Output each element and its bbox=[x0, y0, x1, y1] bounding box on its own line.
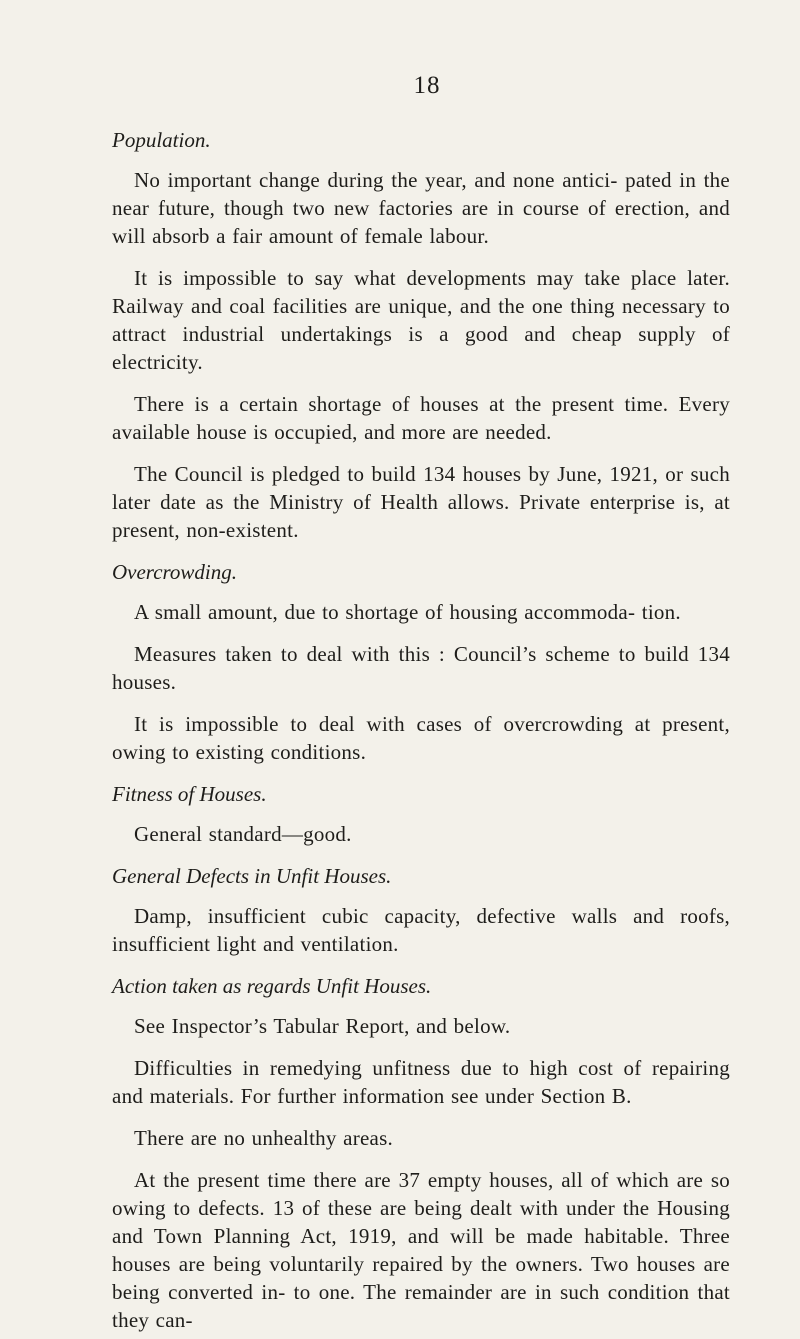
section-action-taken bbox=[112, 972, 730, 1334]
section-general-defects bbox=[112, 862, 730, 958]
section-heading: Fitness of Houses. bbox=[112, 782, 267, 806]
section-overcrowding bbox=[112, 558, 730, 766]
section-population bbox=[112, 126, 730, 544]
paragraph: A small amount, due to shortage of housing accommoda- tion. bbox=[134, 600, 681, 624]
paragraph: There is a certain shortage of houses at the present time. Every available house is occupied, and more are needed. bbox=[112, 392, 730, 444]
paragraph: The Council is pledged to build 134 houses by June, 1921, or such later date as the Ministry of Health allows. Private enterprise is, at present, non-existent. bbox=[112, 462, 730, 542]
paragraph: At the present time there are 37 empty houses, all of which are so owing to defects. 13 of these are being dealt with under the Housing and Town Planning Act, 1919, and will be made habitable. Three houses are being voluntarily repaired by the owners. Two houses are being converted in- to one. The remainder are in such condition that they can- bbox=[112, 1168, 730, 1332]
paragraph: No important change during the year, and none antici- pated in the near future, though two new factories are in course of erection, and will absorb a fair amount of female labour. bbox=[112, 168, 730, 248]
section-fitness-of-houses bbox=[112, 780, 730, 848]
paragraph: It is impossible to deal with cases of overcrowding at present, owing to existing conditions. bbox=[112, 712, 730, 764]
section-heading: Action taken as regards Unfit Houses. bbox=[112, 974, 432, 998]
paragraph: Difficulties in remedying unfitness due to high cost of repairing and materials. For further information see under Section B. bbox=[112, 1056, 730, 1108]
section-heading: Population. bbox=[112, 128, 211, 152]
page-number: 18 bbox=[413, 72, 441, 99]
section-heading: General Defects in Unfit Houses. bbox=[112, 864, 392, 888]
paragraph: Measures taken to deal with this : Council’s scheme to build 134 houses. bbox=[112, 642, 730, 694]
paragraph: See Inspector’s Tabular Report, and below. bbox=[134, 1014, 511, 1038]
paragraph: Damp, insufficient cubic capacity, defective walls and roofs, insufficient light and ventilation. bbox=[112, 904, 730, 956]
paragraph: There are no unhealthy areas. bbox=[134, 1126, 394, 1150]
paragraph: It is impossible to say what developments may take place later. Railway and coal facilities are unique, and the one thing necessary to attract industrial undertakings is a good and cheap supply of electricity. bbox=[112, 266, 730, 374]
section-heading: Overcrowding. bbox=[112, 560, 238, 584]
paragraph: General standard—good. bbox=[134, 822, 352, 846]
